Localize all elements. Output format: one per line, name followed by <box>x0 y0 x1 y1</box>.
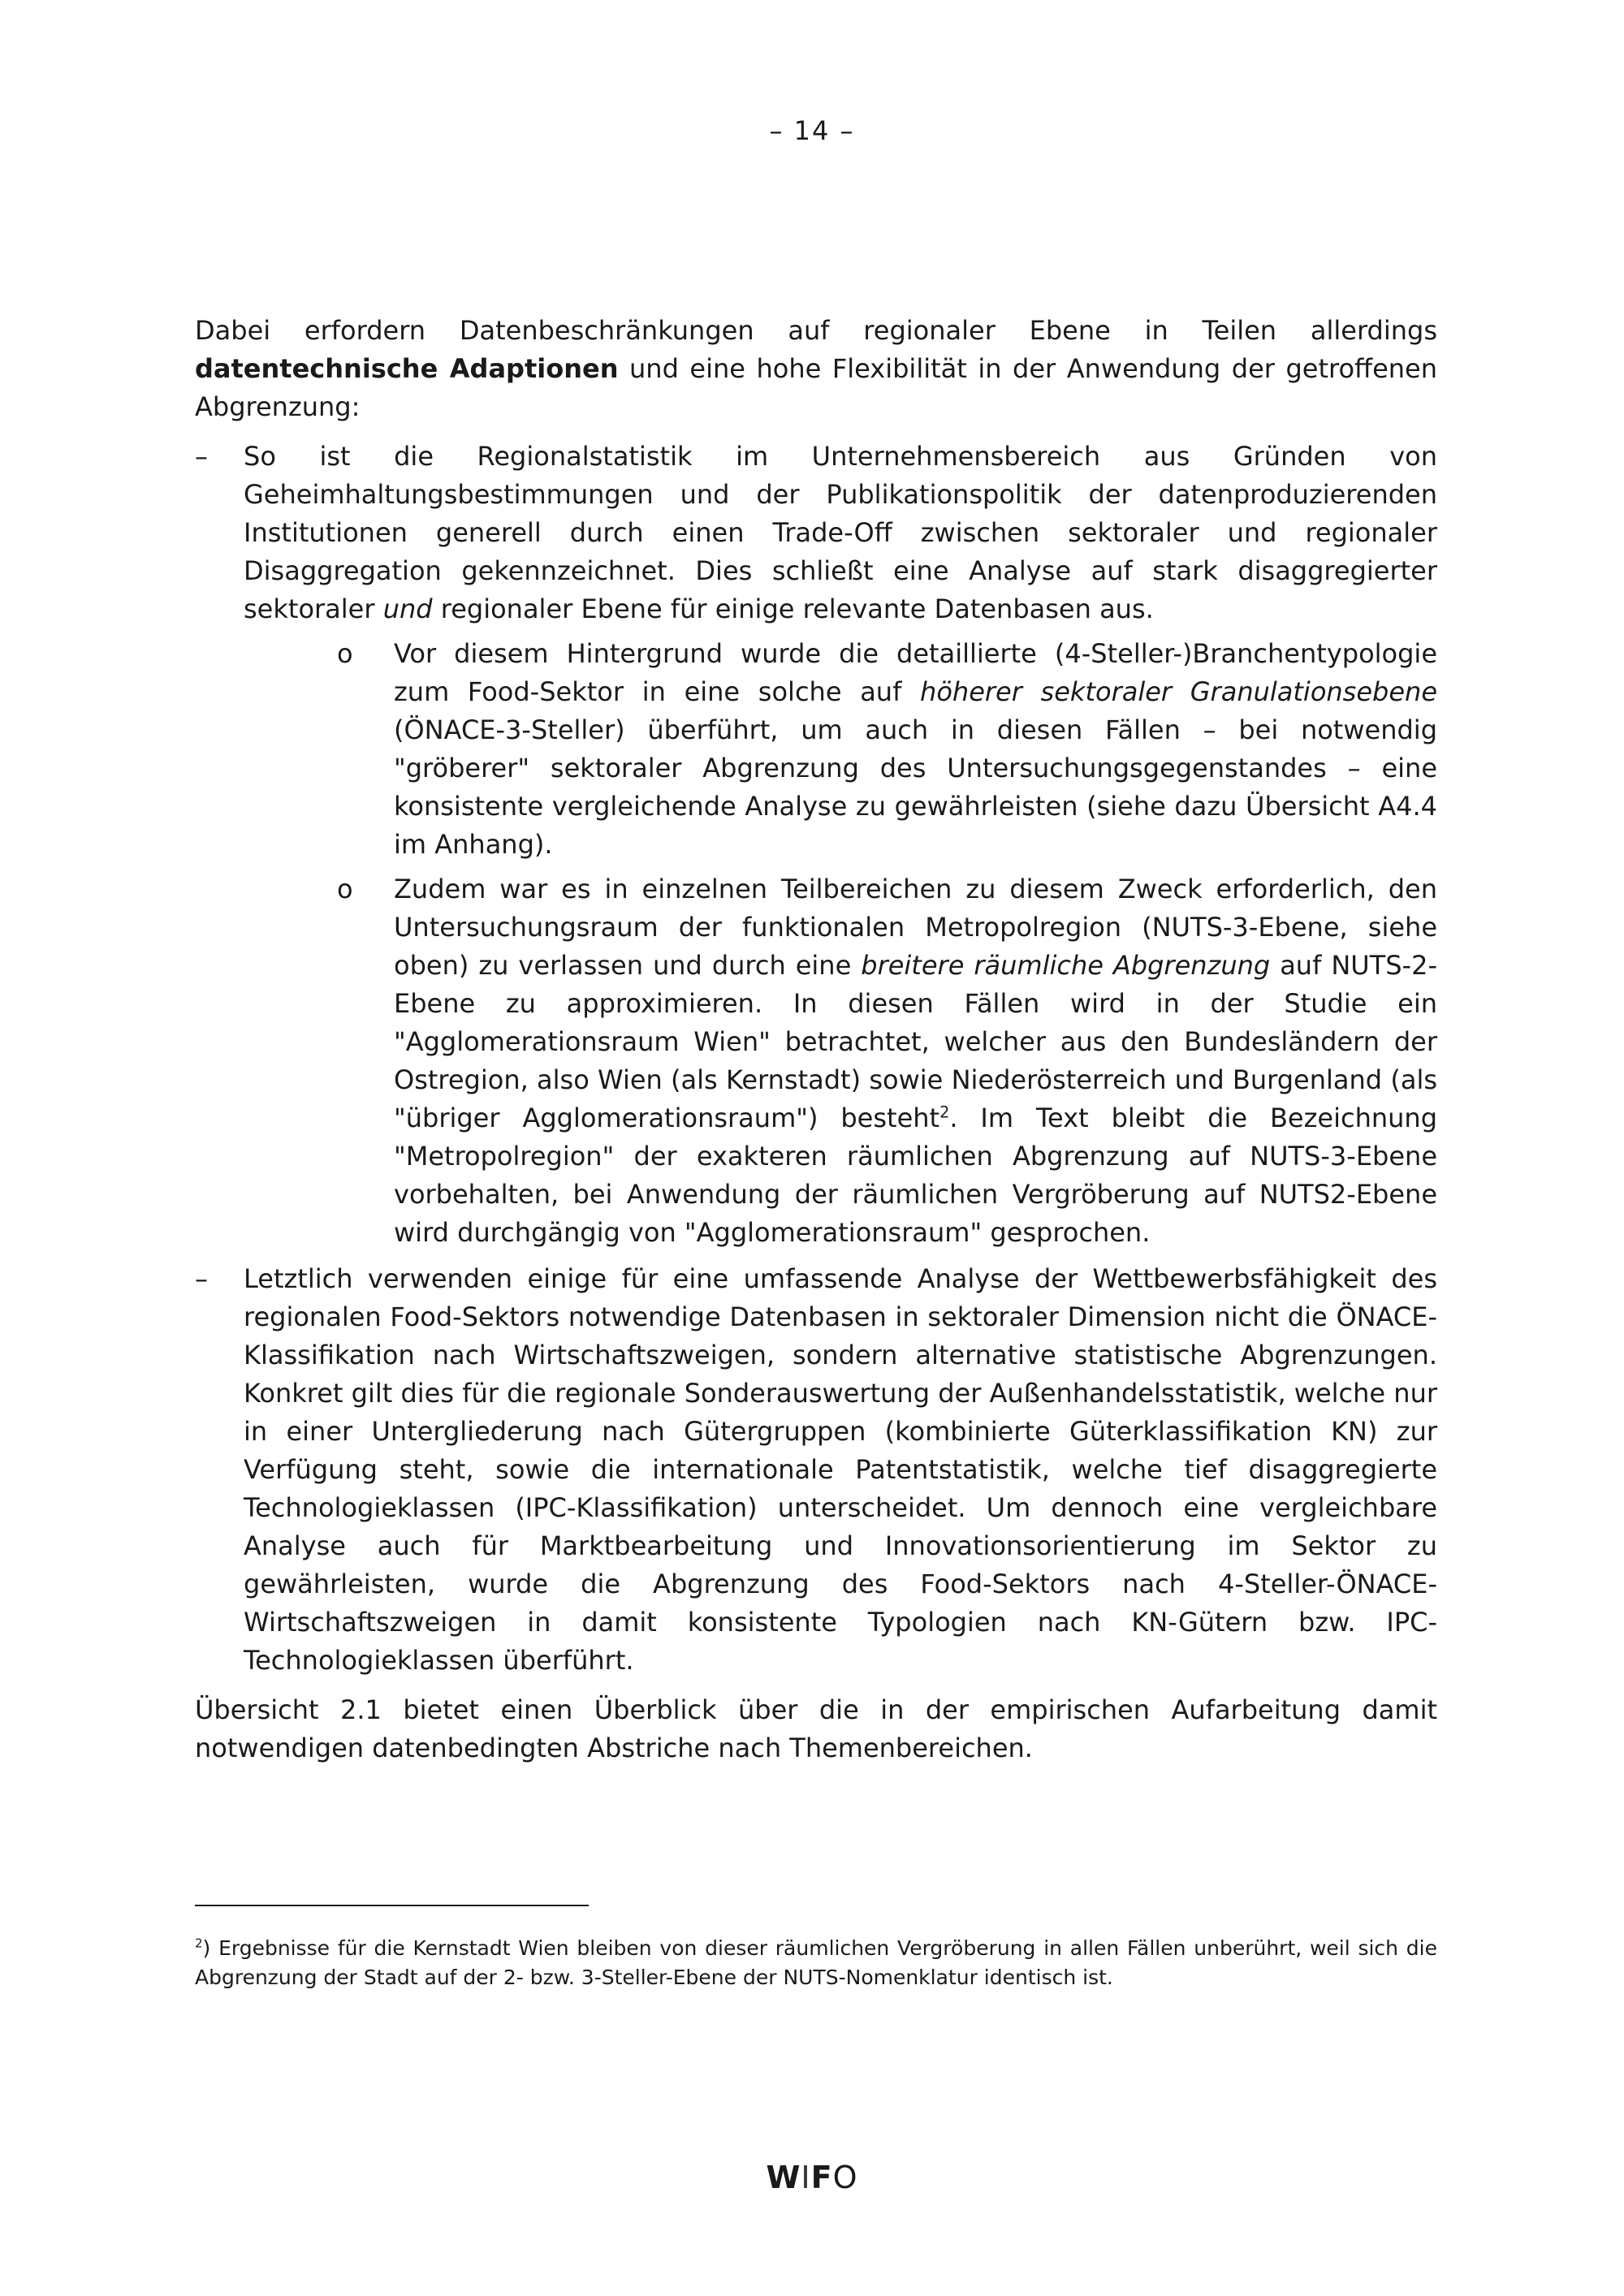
dash-bullet: – <box>195 441 208 472</box>
footnote-divider <box>195 1905 589 1906</box>
sub-item-text: Vor diesem Hintergrund wurde die detaillierte (4-Steller-)Branchentypologie zum Food-Sektor in eine solche auf höherer sektoraler Granulationsebene (ÖNACE-3-Steller) überführt, um auch in diesen Fällen – bei notwendig "gröberer" sektoraler Abgrenzung des Untersuchungsgegenstandes – eine konsistente vergleichende Analyse zu gewährleisten (siehe dazu Übersicht A4.4 im Anhang). <box>394 638 1438 860</box>
bold-term: datentechnische Adaptionen <box>195 353 619 384</box>
sub-list-item <box>337 635 1438 864</box>
footnote-marker: 2 <box>195 1936 203 1951</box>
body-text <box>195 312 1437 1767</box>
list-item-text: Letztlich verwenden einige für eine umfassende Analyse der Wettbewerbsfähigkeit des regionalen Food-Sektors notwendige Datenbasen in sektoraler Dimension nicht die ÖNACE-Klassifikation nach Wirtschaftszweigen, sondern alternative statistische Abgrenzungen. Konkret gilt dies für die regionale Sonderauswertung der Außenhandelsstatistik, welche nur in einer Untergliederung nach Gütergruppen (kombinierte Güterklassifikation KN) zur Verfügung steht, sowie die internationale Patentstatistik, welche tief disaggregierte Technologieklassen (IPC-Klassifikation) unterscheidet. Um dennoch eine vergleichbare Analyse auch für Marktbearbeitung und Innovationsorientierung im Sektor zu gewährleisten, wurde die Abgrenzung des Food-Sektors nach 4-Steller-ÖNACE-Wirtschaftszweigen in damit konsistente Typologien nach KN-Gütern bzw. IPC-Technologieklassen überführt. <box>244 1263 1437 1676</box>
footnote-ref[interactable]: 2 <box>939 1103 950 1122</box>
footnote: $^2$) Ergebnisse für die Kernstadt Wien bleiben von dieser räumlichen Vergröberung in allen Fällen unberührt, weil sich die Abgrenzung der Stadt auf der 2- bzw. 3-Steller-Ebene der NUTS-Nomenklatur identisch ist. <box>195 1936 1437 1989</box>
list-item <box>195 1260 1437 1680</box>
circle-bullet: o <box>337 638 353 669</box>
wifo-logo: WIFO <box>766 2160 858 2195</box>
circle-bullet: o <box>337 874 353 904</box>
intro-paragraph: Dabei erfordern Datenbeschränkungen auf regionaler Ebene in Teilen allerdings datentechnische Adaptionen und eine hohe Flexibilität in der Anwendung der getroffenen Abgrenzung: <box>195 315 1438 422</box>
page-number: – 14 – <box>769 115 855 146</box>
dash-bullet: – <box>195 1263 208 1294</box>
sub-list <box>195 635 1437 1252</box>
sub-item-text: Zudem war es in einzelnen Teilbereichen zu diesem Zweck erforderlich, den Untersuchungsraum der funktionalen Metropolregion (NUTS-3-Ebene, siehe oben) zu verlassen und durch eine breitere räumliche Abgrenzung auf NUTS-2-Ebene zu approximieren. In diesen Fällen wird in der Studie ein "Agglomerationsraum Wien" betrachtet, welcher aus den Bundesländern der Ostregion, also Wien (als Kernstadt) sowie Niederösterreich und Burgenland (als "übriger Agglomerationsraum") besteht$^2$. Im Text bleibt die Bezeichnung "Metropolregion" der exakteren räumlichen Abgrenzung auf NUTS-3-Ebene vorbehalten, bei Anwendung der räumlichen Vergröberung auf NUTS2-Ebene wird durchgängig von "Agglomerationsraum" gesprochen. <box>394 874 1438 1248</box>
closing-paragraph: Übersicht 2.1 bietet einen Überblick über die in der empirischen Aufarbeitung damit notwendigen datenbedingten Abstriche nach Themenbereichen. <box>195 1694 1437 1763</box>
sub-list-item <box>337 870 1438 1252</box>
list-item-text: So ist die Regionalstatistik im Unternehmensbereich aus Gründen von Geheimhaltungsbestimmungen und der Publikationspolitik der datenproduzierenden Institutionen generell durch einen Trade-Off zwischen sektoraler und regionaler Disaggregation gekennzeichnet. Dies schließt eine Analyse auf stark disaggregierter sektoraler und regionaler Ebene für einige relevante Datenbasen aus. <box>244 441 1437 624</box>
list-item <box>195 438 1437 1252</box>
